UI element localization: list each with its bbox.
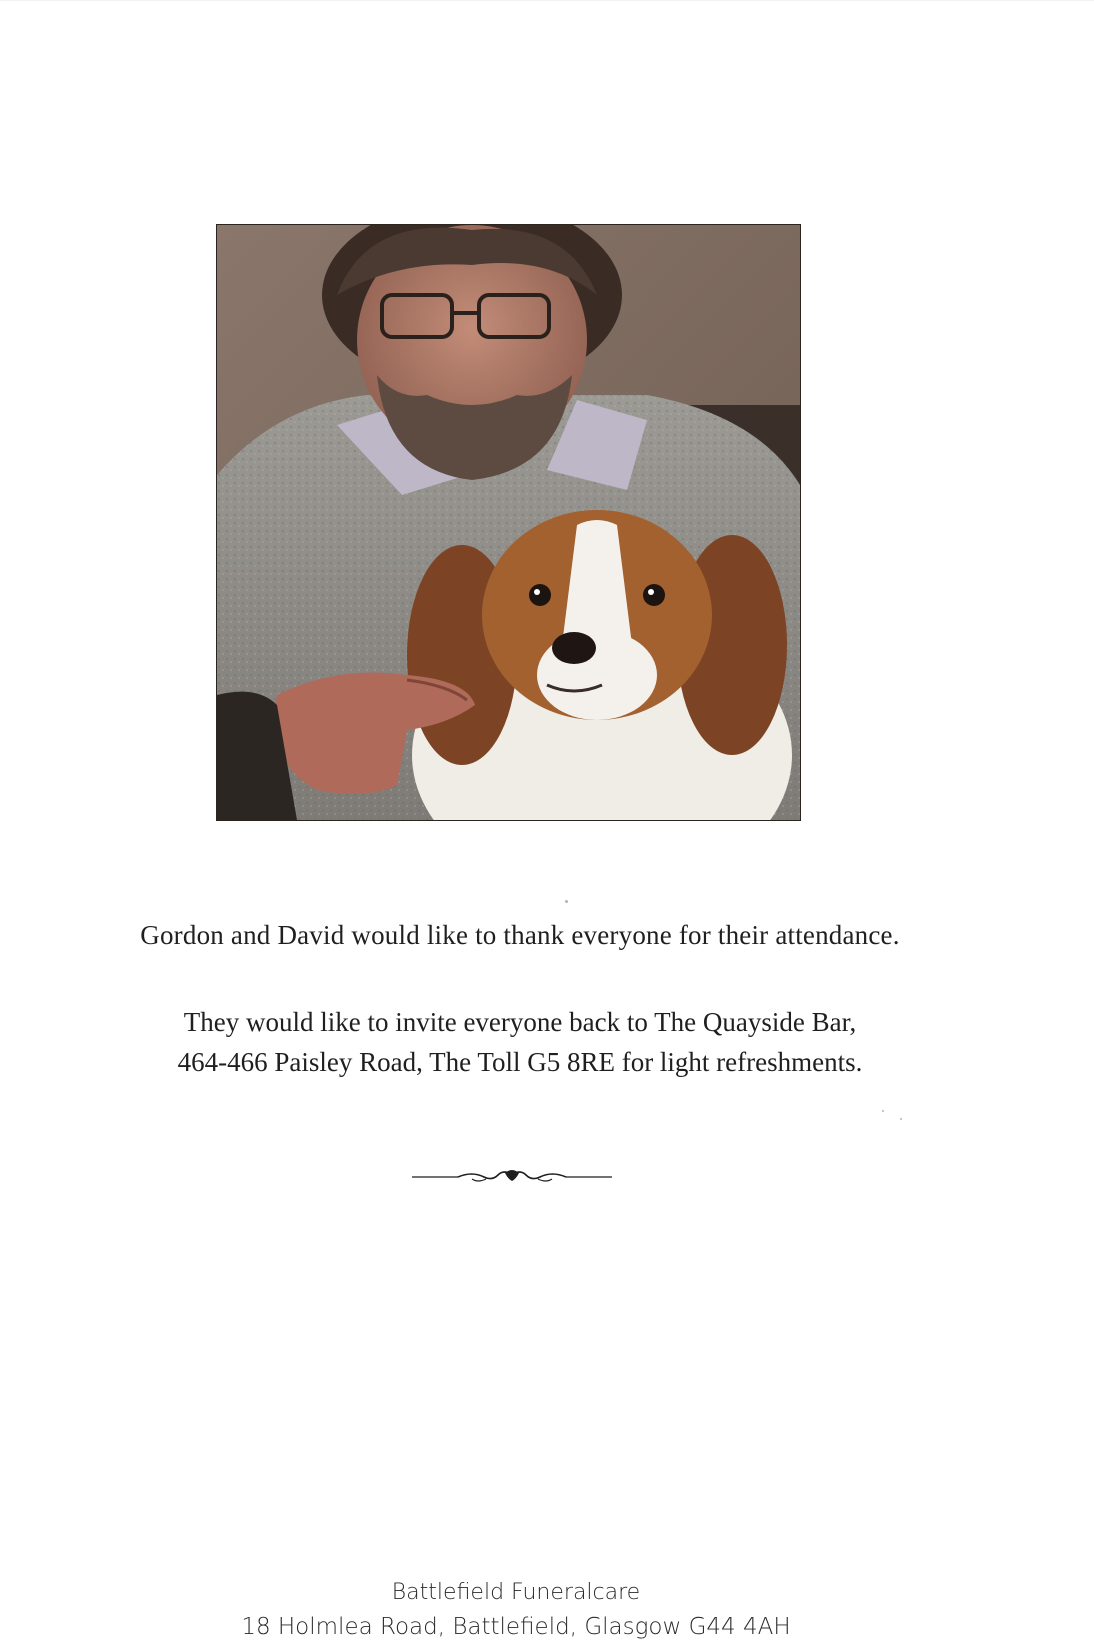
invitation-line-2: 464-466 Paisley Road, The Toll G5 8RE for light refreshments. [177, 1047, 863, 1077]
invitation-text [0, 1002, 1040, 1082]
funeral-director-address: 18 Holmlea Road, Battlefield, Glasgow G44 4AH [241, 1614, 791, 1640]
invitation-line-1: They would like to invite everyone back to The Quayside Bar, [183, 1007, 857, 1037]
scan-speck [882, 1110, 884, 1112]
photo-illustration [217, 225, 800, 820]
funeral-director-footer [0, 1576, 1032, 1644]
funeral-director-name: Battlefield Funeralcare [391, 1580, 641, 1605]
thank-you-message: Gordon and David would like to thank everyone for their attendance. [140, 920, 900, 950]
ornament-divider [412, 1165, 612, 1189]
scan-speck [900, 1118, 902, 1120]
scan-speck [565, 900, 568, 903]
memorial-photo [217, 225, 800, 820]
